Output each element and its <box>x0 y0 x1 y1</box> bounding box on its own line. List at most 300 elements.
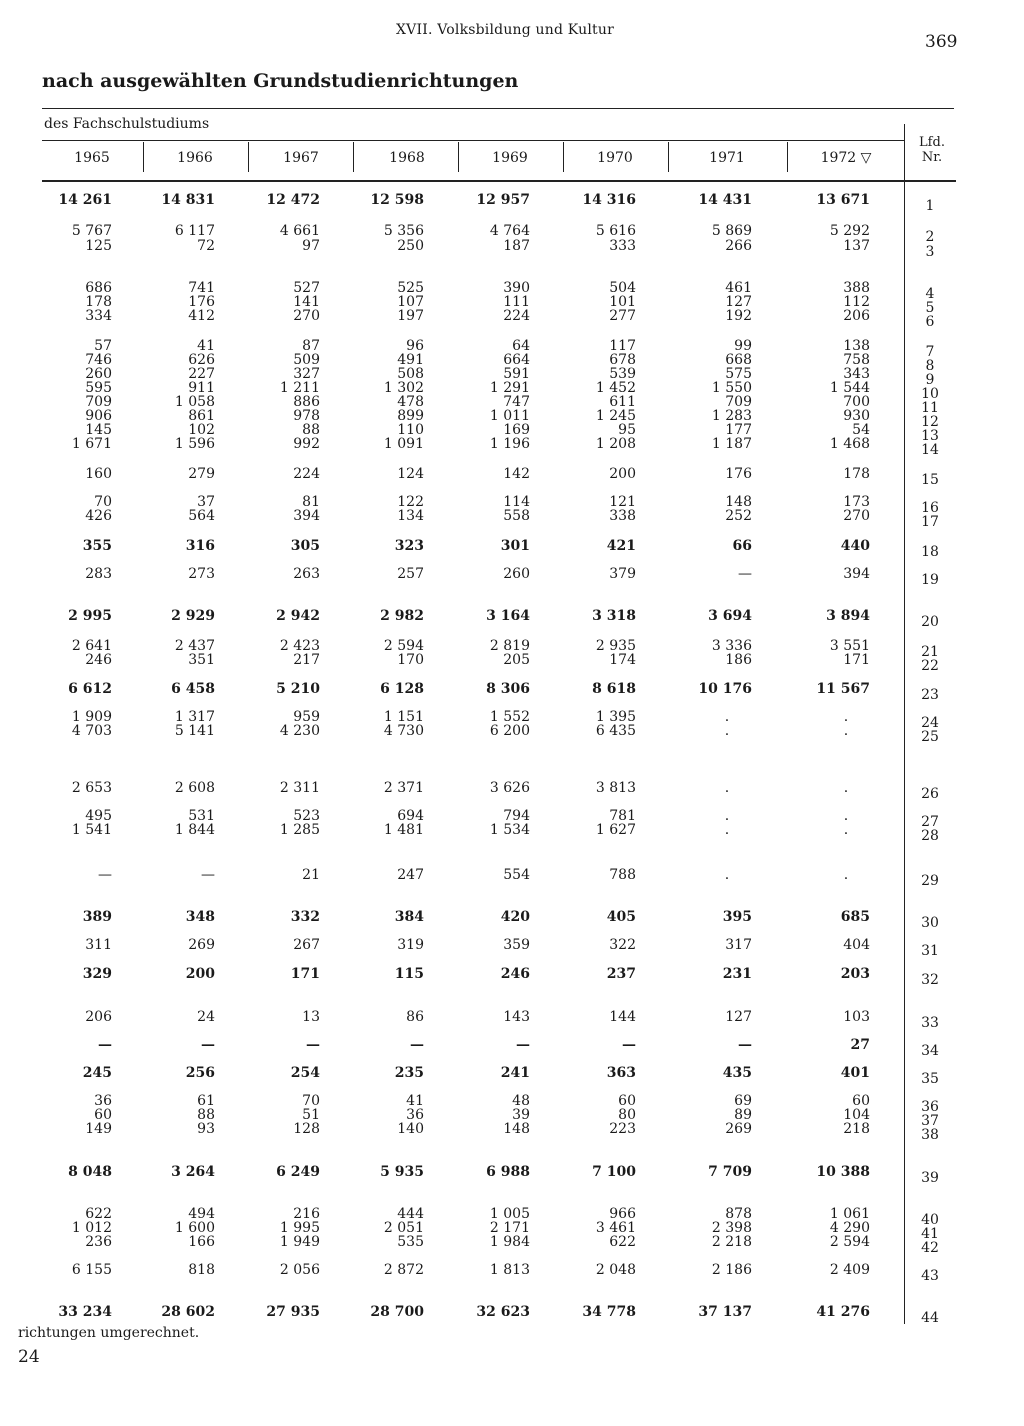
row-number: 7 <box>925 344 935 360</box>
table-cell: 203 <box>840 966 870 982</box>
header-mid-rule <box>42 140 904 141</box>
table-cell: 388 <box>843 280 870 296</box>
table-cell: 343 <box>843 366 870 382</box>
row-number: 40 <box>921 1212 939 1228</box>
table-cell: 279 <box>188 466 215 482</box>
table-cell: 121 <box>609 494 636 510</box>
row-number: 5 <box>925 300 935 316</box>
column-separator <box>353 142 354 172</box>
table-cell: 267 <box>293 937 320 953</box>
table-cell: 3 164 <box>486 608 530 624</box>
table-cell: 2 872 <box>383 1262 424 1278</box>
table-cell: 206 <box>85 1009 112 1025</box>
table-cell: 2 409 <box>829 1262 870 1278</box>
table-cell: 101 <box>609 294 636 310</box>
table-cell: 54 <box>852 422 870 438</box>
table-cell: 257 <box>397 566 424 582</box>
table-cell: 794 <box>503 808 530 824</box>
table-cell: 60 <box>94 1107 112 1123</box>
table-cell: 14 831 <box>161 192 215 208</box>
table-cell: 124 <box>397 466 424 482</box>
table-cell: 2 942 <box>276 608 320 624</box>
table-cell: 10 176 <box>698 681 752 697</box>
column-separator <box>787 142 788 172</box>
table-cell: 3 264 <box>171 1164 215 1180</box>
table-cell: 3 894 <box>826 608 870 624</box>
table-cell: 3 813 <box>595 780 636 796</box>
table-cell: 1 949 <box>279 1234 320 1250</box>
row-number: 37 <box>921 1113 939 1129</box>
row-number: 36 <box>921 1099 939 1115</box>
table-cell: 37 <box>197 494 215 510</box>
table-cell: 686 <box>85 280 112 296</box>
table-cell: 28 700 <box>370 1304 424 1320</box>
table-cell: 12 598 <box>370 192 424 208</box>
table-cell: 122 <box>397 494 424 510</box>
table-cell: — <box>98 1037 112 1053</box>
table-cell: 1 283 <box>711 408 752 424</box>
row-number: 8 <box>925 358 935 374</box>
table-cell: 6 128 <box>380 681 424 697</box>
table-cell: 322 <box>609 937 636 953</box>
table-cell: 1 285 <box>279 822 320 838</box>
table-cell: 8 618 <box>592 681 636 697</box>
table-cell: 171 <box>843 652 870 668</box>
table-cell: 260 <box>85 366 112 382</box>
row-number: 25 <box>921 729 939 745</box>
table-cell: 694 <box>397 808 424 824</box>
table-cell: 508 <box>397 366 424 382</box>
table-cell: 95 <box>618 422 636 438</box>
row-number: 24 <box>921 715 939 731</box>
table-cell: 1 534 <box>489 822 530 838</box>
table-cell: 1 844 <box>174 822 215 838</box>
table-cell: 86 <box>406 1009 424 1025</box>
table-cell: — <box>738 1037 752 1053</box>
table-cell: 2 311 <box>279 780 320 796</box>
table-cell: 270 <box>293 308 320 324</box>
table-cell: 1 187 <box>711 436 752 452</box>
table-cell: 128 <box>293 1121 320 1137</box>
table-cell: 41 <box>197 338 215 354</box>
table-cell: 36 <box>94 1093 112 1109</box>
table-cell: 435 <box>722 1065 752 1081</box>
table-cell: 117 <box>609 338 636 354</box>
table-cell: 440 <box>840 538 870 554</box>
table-cell: 535 <box>397 1234 424 1250</box>
table-cell: 1 627 <box>595 822 636 838</box>
table-cell: 205 <box>503 652 530 668</box>
table-cell: 359 <box>503 937 530 953</box>
table-cell: 1 552 <box>489 709 530 725</box>
table-cell: 192 <box>725 308 752 324</box>
table-cell: 1 012 <box>71 1220 112 1236</box>
table-cell: — <box>410 1037 424 1053</box>
table-cell: 575 <box>725 366 752 382</box>
table-cell: 327 <box>293 366 320 382</box>
row-number: 3 <box>925 244 935 260</box>
table-cell: 1 211 <box>279 380 320 396</box>
table-cell: 444 <box>397 1206 424 1222</box>
table-cell: 311 <box>85 937 112 953</box>
table-cell: 1 550 <box>711 380 752 396</box>
table-cell: 1 984 <box>489 1234 530 1250</box>
table-cell: 66 <box>732 538 752 554</box>
table-cell: 622 <box>609 1234 636 1250</box>
table-cell: 626 <box>188 352 215 368</box>
table-cell: 224 <box>503 308 530 324</box>
table-cell: 394 <box>293 508 320 524</box>
row-number: 6 <box>925 314 935 330</box>
table-cell: 333 <box>609 238 636 254</box>
table-cell: 97 <box>302 238 320 254</box>
table-cell: 178 <box>85 294 112 310</box>
table-cell: 420 <box>500 909 530 925</box>
table-cell: 99 <box>734 338 752 354</box>
table-cell: 260 <box>503 566 530 582</box>
table-cell: 1 011 <box>489 408 530 424</box>
table-cell: 1 005 <box>489 1206 530 1222</box>
table-cell: 491 <box>397 352 424 368</box>
table-cell: 818 <box>188 1262 215 1278</box>
table-cell: 527 <box>293 280 320 296</box>
column-header-1: 1965 <box>74 150 110 166</box>
table-cell: 93 <box>197 1121 215 1137</box>
table-cell: 301 <box>500 538 530 554</box>
table-cell: 112 <box>843 294 870 310</box>
table-cell: 2 594 <box>383 638 424 654</box>
table-cell: 747 <box>503 394 530 410</box>
table-cell: 788 <box>609 867 636 883</box>
table-cell: 709 <box>85 394 112 410</box>
table-cell: 595 <box>85 380 112 396</box>
table-cell: 256 <box>185 1065 215 1081</box>
table-cell: 266 <box>725 238 752 254</box>
table-cell: 88 <box>197 1107 215 1123</box>
table-cell: 235 <box>394 1065 424 1081</box>
table-cell: 1 317 <box>174 709 215 725</box>
table-cell: 6 249 <box>276 1164 320 1180</box>
table-cell: 7 100 <box>592 1164 636 1180</box>
table-cell: 13 671 <box>816 192 870 208</box>
table-cell: 1 302 <box>383 380 424 396</box>
row-number: 42 <box>921 1240 939 1256</box>
table-cell: 241 <box>500 1065 530 1081</box>
table-cell: . <box>843 867 849 883</box>
table-cell: . <box>724 867 730 883</box>
table-cell: 145 <box>85 422 112 438</box>
table-cell: . <box>724 780 730 796</box>
table-cell: 269 <box>725 1121 752 1137</box>
table-cell: 685 <box>840 909 870 925</box>
table-cell: 237 <box>606 966 636 982</box>
table-cell: 6 435 <box>595 723 636 739</box>
row-number: 31 <box>921 943 939 959</box>
table-cell: 741 <box>188 280 215 296</box>
table-cell: 70 <box>94 494 112 510</box>
row-number: 39 <box>921 1170 939 1186</box>
table-cell: 2 218 <box>711 1234 752 1250</box>
table-cell: 554 <box>503 867 530 883</box>
row-number: 10 <box>921 386 939 402</box>
table-cell: 1 196 <box>489 436 530 452</box>
table-cell: 678 <box>609 352 636 368</box>
table-cell: 3 626 <box>489 780 530 796</box>
column-separator <box>248 142 249 172</box>
table-cell: 33 234 <box>58 1304 112 1320</box>
footer-page-number: 24 <box>18 1347 40 1367</box>
table-cell: 2 186 <box>711 1262 752 1278</box>
row-number: 20 <box>921 614 939 630</box>
row-number: 43 <box>921 1268 939 1284</box>
footnote: richtungen umgerechnet. <box>18 1325 200 1341</box>
row-number: 1 <box>925 198 935 214</box>
table-cell: 4 703 <box>71 723 112 739</box>
table-cell: 173 <box>843 494 870 510</box>
table-cell: 96 <box>406 338 424 354</box>
table-cell: 51 <box>302 1107 320 1123</box>
table-cell: 115 <box>394 966 424 982</box>
table-cell: 2 982 <box>380 608 424 624</box>
table-cell: 4 764 <box>489 223 530 239</box>
table-cell: 401 <box>840 1065 870 1081</box>
table-cell: 176 <box>188 294 215 310</box>
table-cell: 81 <box>302 494 320 510</box>
table-cell: 1 061 <box>829 1206 870 1222</box>
row-number: 33 <box>921 1015 939 1031</box>
table-cell: 283 <box>85 566 112 582</box>
table-cell: 664 <box>503 352 530 368</box>
table-cell: 509 <box>293 352 320 368</box>
table-cell: 171 <box>290 966 320 982</box>
row-number: 30 <box>921 915 939 931</box>
table-cell: 176 <box>725 466 752 482</box>
table-cell: 531 <box>188 808 215 824</box>
table-cell: 166 <box>188 1234 215 1250</box>
table-cell: 1 813 <box>489 1262 530 1278</box>
table-cell: 2 819 <box>489 638 530 654</box>
table-cell: 878 <box>725 1206 752 1222</box>
table-cell: 27 935 <box>266 1304 320 1320</box>
table-cell: — <box>622 1037 636 1053</box>
table-cell: 57 <box>94 338 112 354</box>
table-cell: 5 356 <box>383 223 424 239</box>
table-cell: 246 <box>85 652 112 668</box>
row-number: 23 <box>921 687 939 703</box>
table-cell: 5 616 <box>595 223 636 239</box>
table-cell: 41 276 <box>816 1304 870 1320</box>
table-cell: 170 <box>397 652 424 668</box>
table-cell: 5 210 <box>276 681 320 697</box>
header-bottom-rule <box>42 180 956 182</box>
table-cell: 246 <box>500 966 530 982</box>
column-header-3: 1967 <box>283 150 319 166</box>
table-cell: 178 <box>843 466 870 482</box>
row-number: 11 <box>921 400 939 416</box>
column-separator <box>563 142 564 172</box>
row-number: 29 <box>921 873 939 889</box>
table-cell: 317 <box>725 937 752 953</box>
table-cell: 4 730 <box>383 723 424 739</box>
table-cell: 305 <box>290 538 320 554</box>
table-cell: 338 <box>609 508 636 524</box>
row-number: 41 <box>921 1226 939 1242</box>
table-cell: 104 <box>843 1107 870 1123</box>
table-cell: 13 <box>302 1009 320 1025</box>
table-cell: . <box>724 709 730 725</box>
table-cell: 224 <box>293 466 320 482</box>
table-cell: 709 <box>725 394 752 410</box>
table-cell: 231 <box>722 966 752 982</box>
table-cell: . <box>843 723 849 739</box>
table-cell: 6 458 <box>171 681 215 697</box>
table-cell: 148 <box>503 1121 530 1137</box>
table-cell: 48 <box>512 1093 530 1109</box>
table-cell: 959 <box>293 709 320 725</box>
table-cell: 111 <box>503 294 530 310</box>
table-cell: 591 <box>503 366 530 382</box>
table-cell: 41 <box>406 1093 424 1109</box>
table-cell: 2 371 <box>383 780 424 796</box>
table-cell: 1 600 <box>174 1220 215 1236</box>
table-cell: 2 653 <box>71 780 112 796</box>
table-cell: 523 <box>293 808 320 824</box>
column-header-5: 1969 <box>492 150 528 166</box>
row-number: 21 <box>921 644 939 660</box>
table-cell: 70 <box>302 1093 320 1109</box>
table-cell: 1 671 <box>71 436 112 452</box>
table-cell: 34 778 <box>582 1304 636 1320</box>
table-cell: 4 290 <box>829 1220 870 1236</box>
table-cell: 911 <box>188 380 215 396</box>
table-cell: 323 <box>394 538 424 554</box>
table-cell: 2 929 <box>171 608 215 624</box>
table-cell: 2 437 <box>174 638 215 654</box>
table-cell: 2 608 <box>174 780 215 796</box>
table-cell: 6 117 <box>174 223 215 239</box>
table-cell: 127 <box>725 294 752 310</box>
table-cell: — <box>98 867 112 883</box>
table-cell: 861 <box>188 408 215 424</box>
table-cell: 1 291 <box>489 380 530 396</box>
row-number: 14 <box>921 442 939 458</box>
table-cell: 2 171 <box>489 1220 530 1236</box>
table-cell: 426 <box>85 508 112 524</box>
table-cell: . <box>843 709 849 725</box>
table-cell: 245 <box>82 1065 112 1081</box>
table-cell: 622 <box>85 1206 112 1222</box>
table-cell: 252 <box>725 508 752 524</box>
table-cell: 114 <box>503 494 530 510</box>
table-cell: 966 <box>609 1206 636 1222</box>
table-cell: 355 <box>82 538 112 554</box>
table-cell: 758 <box>843 352 870 368</box>
table-cell: 144 <box>609 1009 636 1025</box>
column-separator <box>458 142 459 172</box>
table-cell: 273 <box>188 566 215 582</box>
table-cell: 148 <box>725 494 752 510</box>
table-cell: 3 461 <box>595 1220 636 1236</box>
table-cell: — <box>516 1037 530 1053</box>
table-cell: 21 <box>302 867 320 883</box>
table-cell: 14 261 <box>58 192 112 208</box>
group-label: des Fachschulstudiums <box>44 116 210 132</box>
table-cell: 5 141 <box>174 723 215 739</box>
table-cell: 8 306 <box>486 681 530 697</box>
lfd-separator <box>904 124 905 1324</box>
table-cell: 223 <box>609 1121 636 1137</box>
running-head: XVII. Volksbildung und Kultur <box>396 22 614 38</box>
page-number: 369 <box>925 32 958 52</box>
column-header-2: 1966 <box>177 150 213 166</box>
table-cell: 404 <box>843 937 870 953</box>
table-cell: 332 <box>290 909 320 925</box>
table-cell: 110 <box>397 422 424 438</box>
table-cell: 32 623 <box>476 1304 530 1320</box>
table-cell: 1 245 <box>595 408 636 424</box>
table-cell: 6 988 <box>486 1164 530 1180</box>
table-cell: 886 <box>293 394 320 410</box>
table-cell: 37 137 <box>698 1304 752 1320</box>
table-cell: 539 <box>609 366 636 382</box>
table-cell: 906 <box>85 408 112 424</box>
table-cell: 2 398 <box>711 1220 752 1236</box>
table-cell: 1 995 <box>279 1220 320 1236</box>
row-number: 12 <box>921 414 939 430</box>
column-header-7: 1971 <box>709 150 745 166</box>
table-cell: 60 <box>852 1093 870 1109</box>
table-cell: 6 155 <box>71 1262 112 1278</box>
table-cell: 197 <box>397 308 424 324</box>
table-cell: 125 <box>85 238 112 254</box>
table-cell: 200 <box>185 966 215 982</box>
table-cell: 28 602 <box>161 1304 215 1320</box>
section-title: nach ausgewählten Grundstudienrichtungen <box>42 70 519 92</box>
table-cell: 351 <box>188 652 215 668</box>
column-header-4: 1968 <box>389 150 425 166</box>
column-separator <box>143 142 144 172</box>
table-cell: 3 336 <box>711 638 752 654</box>
table-cell: 405 <box>606 909 636 925</box>
table-cell: 14 431 <box>698 192 752 208</box>
table-cell: 930 <box>843 408 870 424</box>
table-cell: 478 <box>397 394 424 410</box>
table-cell: 781 <box>609 808 636 824</box>
table-cell: 250 <box>397 238 424 254</box>
table-cell: 1 596 <box>174 436 215 452</box>
table-cell: 4 661 <box>279 223 320 239</box>
table-cell: 169 <box>503 422 530 438</box>
table-cell: 525 <box>397 280 424 296</box>
table-cell: 390 <box>503 280 530 296</box>
table-cell: 899 <box>397 408 424 424</box>
table-cell: 218 <box>843 1121 870 1137</box>
table-cell: 5 869 <box>711 223 752 239</box>
row-number: 35 <box>921 1071 939 1087</box>
table-cell: 348 <box>185 909 215 925</box>
table-cell: 270 <box>843 508 870 524</box>
row-number: 19 <box>921 572 939 588</box>
table-cell: 10 388 <box>816 1164 870 1180</box>
table-cell: 3 318 <box>592 608 636 624</box>
lfd-nr-header: Lfd. Nr. <box>919 135 945 165</box>
table-cell: 177 <box>725 422 752 438</box>
table-cell: 495 <box>85 808 112 824</box>
table-cell: 3 551 <box>829 638 870 654</box>
table-cell: 217 <box>293 652 320 668</box>
table-cell: 88 <box>302 422 320 438</box>
row-number: 4 <box>925 286 935 302</box>
